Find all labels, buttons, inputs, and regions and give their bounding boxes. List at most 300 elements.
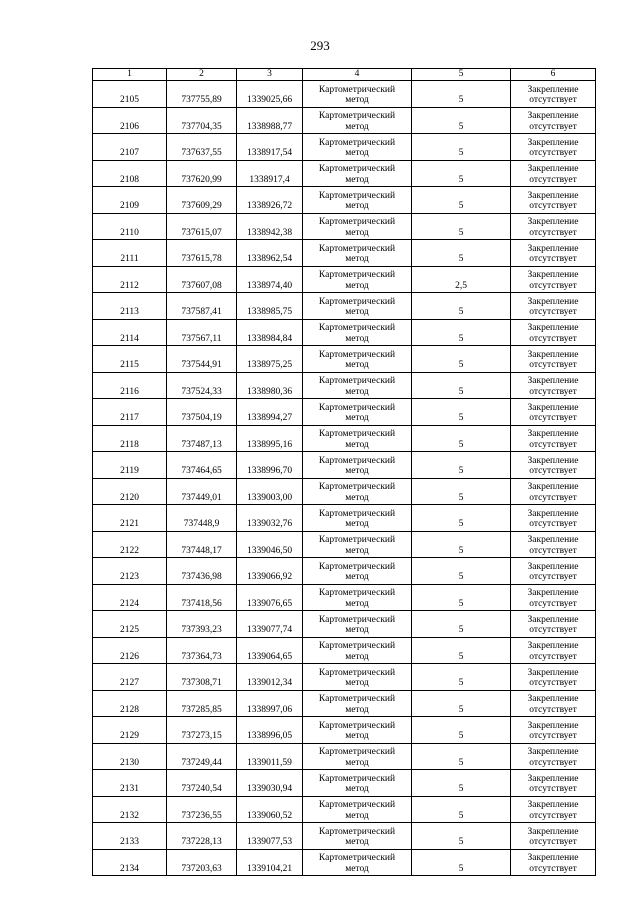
method-line-1: Картометрический	[318, 243, 396, 254]
accuracy-cell: 5	[412, 584, 511, 611]
header-col-5: 5	[412, 69, 511, 81]
table-row	[93, 611, 596, 638]
table-row	[93, 266, 596, 293]
method-line-1: Картометрический	[318, 800, 396, 810]
method-cell	[303, 346, 412, 373]
method-cell	[303, 611, 412, 638]
method-line-2: метод	[345, 784, 369, 794]
method-line-1: Картометрический	[318, 561, 396, 572]
x-coordinate-cell: 737364,73	[167, 637, 237, 664]
table-row	[93, 319, 596, 346]
method-cell	[303, 690, 412, 717]
fixation-line-1: Закрепление	[527, 270, 579, 280]
accuracy-cell: 5	[412, 452, 511, 479]
fixation-cell	[511, 107, 596, 134]
x-coordinate-cell: 737609,29	[167, 187, 237, 214]
fixation-line-2: отсутствует	[529, 731, 577, 741]
accuracy-cell: 5	[412, 240, 511, 267]
fixation-line-2: отсутствует	[529, 572, 577, 582]
coordinates-table	[92, 68, 596, 876]
method-line-2: метод	[345, 837, 369, 847]
y-coordinate-cell: 1338985,75	[237, 293, 303, 320]
fixation-line-1: Закрепление	[527, 429, 579, 439]
fixation-cell	[511, 425, 596, 452]
method-line-1: Картометрический	[318, 429, 396, 439]
table-row	[93, 213, 596, 240]
method-cell	[303, 81, 412, 108]
fixation-line-2: отсутствует	[529, 545, 577, 556]
table-row	[93, 399, 596, 426]
y-coordinate-cell: 1339077,53	[237, 823, 303, 850]
page-number: 293	[310, 38, 330, 53]
y-coordinate-cell: 1338975,25	[237, 346, 303, 373]
fixation-cell	[511, 717, 596, 744]
table-row	[93, 849, 596, 876]
method-line-1: Картометрический	[318, 482, 396, 492]
method-line-2: метод	[345, 174, 369, 185]
point-number-cell: 2133	[93, 823, 167, 850]
method-cell	[303, 425, 412, 452]
x-coordinate-cell: 737418,56	[167, 584, 237, 611]
method-cell	[303, 266, 412, 293]
method-line-2: метод	[345, 386, 369, 397]
fixation-line-1: Закрепление	[527, 535, 579, 545]
fixation-line-1: Закрепление	[527, 455, 579, 466]
table-row	[93, 558, 596, 585]
fixation-line-2: отсутствует	[529, 598, 577, 609]
accuracy-cell: 5	[412, 505, 511, 532]
fixation-line-1: Закрепление	[527, 853, 579, 863]
x-coordinate-cell: 737249,44	[167, 743, 237, 770]
fixation-line-1: Закрепление	[527, 84, 579, 95]
fixation-cell	[511, 743, 596, 770]
fixation-line-1: Закрепление	[527, 190, 579, 201]
method-line-2: метод	[345, 731, 369, 741]
x-coordinate-cell: 737615,07	[167, 213, 237, 240]
accuracy-cell: 5	[412, 611, 511, 638]
table-row	[93, 187, 596, 214]
point-number-cell: 2119	[93, 452, 167, 479]
method-line-1: Картометрический	[318, 853, 396, 863]
fixation-cell	[511, 505, 596, 532]
fixation-cell	[511, 213, 596, 240]
x-coordinate-cell: 737464,65	[167, 452, 237, 479]
fixation-cell	[511, 372, 596, 399]
y-coordinate-cell: 1339011,59	[237, 743, 303, 770]
point-number-cell: 2123	[93, 558, 167, 585]
method-line-1: Картометрический	[318, 323, 396, 333]
fixation-cell	[511, 293, 596, 320]
x-coordinate-cell: 737448,9	[167, 505, 237, 532]
method-line-1: Картометрический	[318, 111, 396, 121]
method-line-2: метод	[345, 625, 369, 635]
method-line-1: Картометрический	[318, 137, 396, 148]
method-line-1: Картометрический	[318, 667, 396, 678]
accuracy-cell: 5	[412, 134, 511, 161]
table-row	[93, 346, 596, 373]
table-row	[93, 531, 596, 558]
y-coordinate-cell: 1338926,72	[237, 187, 303, 214]
fixation-cell	[511, 690, 596, 717]
x-coordinate-cell: 737567,11	[167, 319, 237, 346]
method-line-1: Картометрический	[318, 588, 396, 598]
method-cell	[303, 505, 412, 532]
point-number-cell: 2125	[93, 611, 167, 638]
method-line-2: метод	[345, 863, 369, 874]
method-line-2: метод	[345, 148, 369, 158]
accuracy-cell: 5	[412, 690, 511, 717]
method-cell	[303, 717, 412, 744]
x-coordinate-cell: 737285,85	[167, 690, 237, 717]
method-line-2: метод	[345, 704, 369, 715]
method-line-2: метод	[345, 360, 369, 370]
method-line-2: метод	[345, 95, 369, 105]
point-number-cell: 2113	[93, 293, 167, 320]
fixation-line-2: отсутствует	[529, 492, 577, 503]
x-coordinate-cell: 737504,19	[167, 399, 237, 426]
fixation-cell	[511, 849, 596, 876]
table-row	[93, 796, 596, 823]
fixation-line-1: Закрепление	[527, 588, 579, 598]
y-coordinate-cell: 1339066,92	[237, 558, 303, 585]
fixation-line-2: отсутствует	[529, 280, 577, 291]
point-number-cell: 2132	[93, 796, 167, 823]
point-number-cell: 2127	[93, 664, 167, 691]
fixation-line-2: отсутствует	[529, 651, 577, 662]
point-number-cell: 2128	[93, 690, 167, 717]
fixation-line-2: отсутствует	[529, 625, 577, 635]
y-coordinate-cell: 1338974,40	[237, 266, 303, 293]
fixation-line-2: отсутствует	[529, 704, 577, 715]
y-coordinate-cell: 1338942,38	[237, 213, 303, 240]
y-coordinate-cell: 1338994,27	[237, 399, 303, 426]
method-line-1: Картометрический	[318, 270, 396, 280]
fixation-cell	[511, 823, 596, 850]
method-line-1: Картометрический	[318, 614, 396, 625]
table-row	[93, 717, 596, 744]
method-cell	[303, 664, 412, 691]
fixation-cell	[511, 187, 596, 214]
method-line-2: метод	[345, 678, 369, 688]
method-line-2: метод	[345, 413, 369, 423]
x-coordinate-cell: 737544,91	[167, 346, 237, 373]
x-coordinate-cell: 737448,17	[167, 531, 237, 558]
y-coordinate-cell: 1339064,65	[237, 637, 303, 664]
accuracy-cell: 5	[412, 160, 511, 187]
accuracy-cell: 5	[412, 187, 511, 214]
fixation-line-1: Закрепление	[527, 349, 579, 360]
fixation-line-2: отсутствует	[529, 307, 577, 317]
method-line-1: Картометрический	[318, 508, 396, 519]
table-row	[93, 664, 596, 691]
accuracy-cell: 5	[412, 664, 511, 691]
y-coordinate-cell: 1338997,06	[237, 690, 303, 717]
accuracy-cell: 5	[412, 823, 511, 850]
fixation-line-2: отсутствует	[529, 439, 577, 450]
y-coordinate-cell: 1339104,21	[237, 849, 303, 876]
table-row	[93, 372, 596, 399]
x-coordinate-cell: 737704,35	[167, 107, 237, 134]
x-coordinate-cell: 737236,55	[167, 796, 237, 823]
table-row	[93, 160, 596, 187]
method-line-2: метод	[345, 651, 369, 662]
table-row	[93, 478, 596, 505]
table-row	[93, 637, 596, 664]
fixation-line-2: отсутствует	[529, 174, 577, 185]
method-line-1: Картометрический	[318, 535, 396, 545]
method-line-2: метод	[345, 545, 369, 556]
method-cell	[303, 558, 412, 585]
accuracy-cell: 5	[412, 319, 511, 346]
x-coordinate-cell: 737393,23	[167, 611, 237, 638]
point-number-cell: 2112	[93, 266, 167, 293]
method-cell	[303, 531, 412, 558]
fixation-line-2: отсутствует	[529, 678, 577, 688]
point-number-cell: 2110	[93, 213, 167, 240]
accuracy-cell: 5	[412, 531, 511, 558]
method-line-2: метод	[345, 519, 369, 529]
x-coordinate-cell: 737273,15	[167, 717, 237, 744]
fixation-line-1: Закрепление	[527, 508, 579, 519]
method-line-2: метод	[345, 121, 369, 132]
y-coordinate-cell: 1339030,94	[237, 770, 303, 797]
fixation-line-1: Закрепление	[527, 720, 579, 731]
point-number-cell: 2134	[93, 849, 167, 876]
method-cell	[303, 452, 412, 479]
y-coordinate-cell: 1339060,52	[237, 796, 303, 823]
method-cell	[303, 823, 412, 850]
point-number-cell: 2117	[93, 399, 167, 426]
table-row	[93, 770, 596, 797]
point-number-cell: 2106	[93, 107, 167, 134]
method-cell	[303, 372, 412, 399]
method-line-2: метод	[345, 757, 369, 768]
method-cell	[303, 134, 412, 161]
accuracy-cell: 5	[412, 399, 511, 426]
point-number-cell: 2109	[93, 187, 167, 214]
fixation-line-2: отсутствует	[529, 121, 577, 132]
table-row	[93, 505, 596, 532]
table-body	[93, 81, 596, 876]
header-col-4: 4	[303, 69, 412, 81]
method-line-2: метод	[345, 307, 369, 317]
fixation-line-1: Закрепление	[527, 376, 579, 386]
table-row	[93, 743, 596, 770]
fixation-line-1: Закрепление	[527, 323, 579, 333]
fixation-line-2: отсутствует	[529, 148, 577, 158]
fixation-line-1: Закрепление	[527, 296, 579, 307]
accuracy-cell: 2,5	[412, 266, 511, 293]
fixation-line-2: отсутствует	[529, 386, 577, 397]
table-row	[93, 584, 596, 611]
method-line-2: метод	[345, 227, 369, 238]
fixation-line-2: отсутствует	[529, 466, 577, 476]
point-number-cell: 2120	[93, 478, 167, 505]
accuracy-cell: 5	[412, 637, 511, 664]
y-coordinate-cell: 1339077,74	[237, 611, 303, 638]
fixation-line-2: отсутствует	[529, 757, 577, 768]
fixation-line-1: Закрепление	[527, 402, 579, 413]
y-coordinate-cell: 1339012,34	[237, 664, 303, 691]
fixation-cell	[511, 160, 596, 187]
fixation-line-1: Закрепление	[527, 773, 579, 784]
method-line-1: Картометрический	[318, 720, 396, 731]
method-line-2: метод	[345, 254, 369, 264]
method-line-1: Картометрический	[318, 376, 396, 386]
y-coordinate-cell: 1339025,66	[237, 81, 303, 108]
method-cell	[303, 107, 412, 134]
fixation-cell	[511, 611, 596, 638]
x-coordinate-cell: 737524,33	[167, 372, 237, 399]
y-coordinate-cell: 1338995,16	[237, 425, 303, 452]
point-number-cell: 2108	[93, 160, 167, 187]
table-row	[93, 81, 596, 108]
accuracy-cell: 5	[412, 425, 511, 452]
header-col-6: 6	[511, 69, 596, 81]
method-line-2: метод	[345, 598, 369, 609]
accuracy-cell: 5	[412, 107, 511, 134]
y-coordinate-cell: 1338980,36	[237, 372, 303, 399]
method-line-1: Картометрический	[318, 217, 396, 227]
accuracy-cell: 5	[412, 770, 511, 797]
method-line-1: Картометрический	[318, 641, 396, 651]
fixation-line-1: Закрепление	[527, 111, 579, 121]
fixation-line-1: Закрепление	[527, 137, 579, 148]
fixation-cell	[511, 796, 596, 823]
method-cell	[303, 160, 412, 187]
fixation-line-1: Закрепление	[527, 614, 579, 625]
table-row	[93, 425, 596, 452]
method-line-2: метод	[345, 810, 369, 821]
fixation-cell	[511, 478, 596, 505]
accuracy-cell: 5	[412, 81, 511, 108]
fixation-cell	[511, 558, 596, 585]
accuracy-cell: 5	[412, 346, 511, 373]
point-number-cell: 2130	[93, 743, 167, 770]
method-cell	[303, 770, 412, 797]
y-coordinate-cell: 1338962,54	[237, 240, 303, 267]
fixation-line-2: отсутствует	[529, 254, 577, 264]
y-coordinate-cell: 1339076,65	[237, 584, 303, 611]
method-line-1: Картометрический	[318, 84, 396, 95]
fixation-line-2: отсутствует	[529, 863, 577, 874]
point-number-cell: 2111	[93, 240, 167, 267]
fixation-cell	[511, 346, 596, 373]
x-coordinate-cell: 737637,55	[167, 134, 237, 161]
fixation-cell	[511, 584, 596, 611]
fixation-line-1: Закрепление	[527, 243, 579, 254]
accuracy-cell: 5	[412, 478, 511, 505]
fixation-line-1: Закрепление	[527, 217, 579, 227]
accuracy-cell: 5	[412, 558, 511, 585]
method-cell	[303, 240, 412, 267]
method-cell	[303, 796, 412, 823]
accuracy-cell: 5	[412, 293, 511, 320]
y-coordinate-cell: 1338917,54	[237, 134, 303, 161]
point-number-cell: 2126	[93, 637, 167, 664]
table-row	[93, 690, 596, 717]
method-line-1: Картометрический	[318, 773, 396, 784]
method-line-1: Картометрический	[318, 747, 396, 757]
accuracy-cell: 5	[412, 743, 511, 770]
table-row	[93, 452, 596, 479]
x-coordinate-cell: 737607,08	[167, 266, 237, 293]
fixation-cell	[511, 81, 596, 108]
y-coordinate-cell: 1339046,50	[237, 531, 303, 558]
x-coordinate-cell: 737620,99	[167, 160, 237, 187]
method-line-2: метод	[345, 492, 369, 503]
method-line-1: Картометрический	[318, 190, 396, 201]
accuracy-cell: 5	[412, 796, 511, 823]
fixation-line-2: отсутствует	[529, 784, 577, 794]
table-row	[93, 240, 596, 267]
method-cell	[303, 293, 412, 320]
fixation-cell	[511, 637, 596, 664]
fixation-line-1: Закрепление	[527, 667, 579, 678]
y-coordinate-cell: 1338984,84	[237, 319, 303, 346]
fixation-line-1: Закрепление	[527, 694, 579, 704]
method-line-2: метод	[345, 466, 369, 476]
point-number-cell: 2118	[93, 425, 167, 452]
x-coordinate-cell: 737308,71	[167, 664, 237, 691]
x-coordinate-cell: 737436,98	[167, 558, 237, 585]
method-cell	[303, 478, 412, 505]
accuracy-cell: 5	[412, 372, 511, 399]
fixation-line-2: отсутствует	[529, 227, 577, 238]
x-coordinate-cell: 737615,78	[167, 240, 237, 267]
point-number-cell: 2122	[93, 531, 167, 558]
point-number-cell: 2116	[93, 372, 167, 399]
x-coordinate-cell: 737587,41	[167, 293, 237, 320]
fixation-line-1: Закрепление	[527, 826, 579, 837]
fixation-line-2: отсутствует	[529, 519, 577, 529]
x-coordinate-cell: 737755,89	[167, 81, 237, 108]
table-row	[93, 107, 596, 134]
table-row	[93, 823, 596, 850]
x-coordinate-cell: 737203,63	[167, 849, 237, 876]
method-cell	[303, 319, 412, 346]
point-number-cell: 2121	[93, 505, 167, 532]
fixation-cell	[511, 452, 596, 479]
fixation-cell	[511, 664, 596, 691]
point-number-cell: 2114	[93, 319, 167, 346]
fixation-line-2: отсутствует	[529, 95, 577, 105]
point-number-cell: 2124	[93, 584, 167, 611]
point-number-cell: 2107	[93, 134, 167, 161]
accuracy-cell: 5	[412, 849, 511, 876]
x-coordinate-cell: 737487,13	[167, 425, 237, 452]
method-line-1: Картометрический	[318, 296, 396, 307]
y-coordinate-cell: 1338996,05	[237, 717, 303, 744]
point-number-cell: 2105	[93, 81, 167, 108]
fixation-cell	[511, 240, 596, 267]
fixation-cell	[511, 531, 596, 558]
fixation-line-2: отсутствует	[529, 810, 577, 821]
method-cell	[303, 187, 412, 214]
fixation-cell	[511, 399, 596, 426]
fixation-line-2: отсутствует	[529, 333, 577, 344]
method-cell	[303, 849, 412, 876]
x-coordinate-cell: 737240,54	[167, 770, 237, 797]
header-col-2: 2	[167, 69, 237, 81]
method-cell	[303, 213, 412, 240]
y-coordinate-cell: 1338917,4	[237, 160, 303, 187]
x-coordinate-cell: 737449,01	[167, 478, 237, 505]
method-cell	[303, 743, 412, 770]
method-line-2: метод	[345, 439, 369, 450]
accuracy-cell: 5	[412, 213, 511, 240]
point-number-cell: 2129	[93, 717, 167, 744]
